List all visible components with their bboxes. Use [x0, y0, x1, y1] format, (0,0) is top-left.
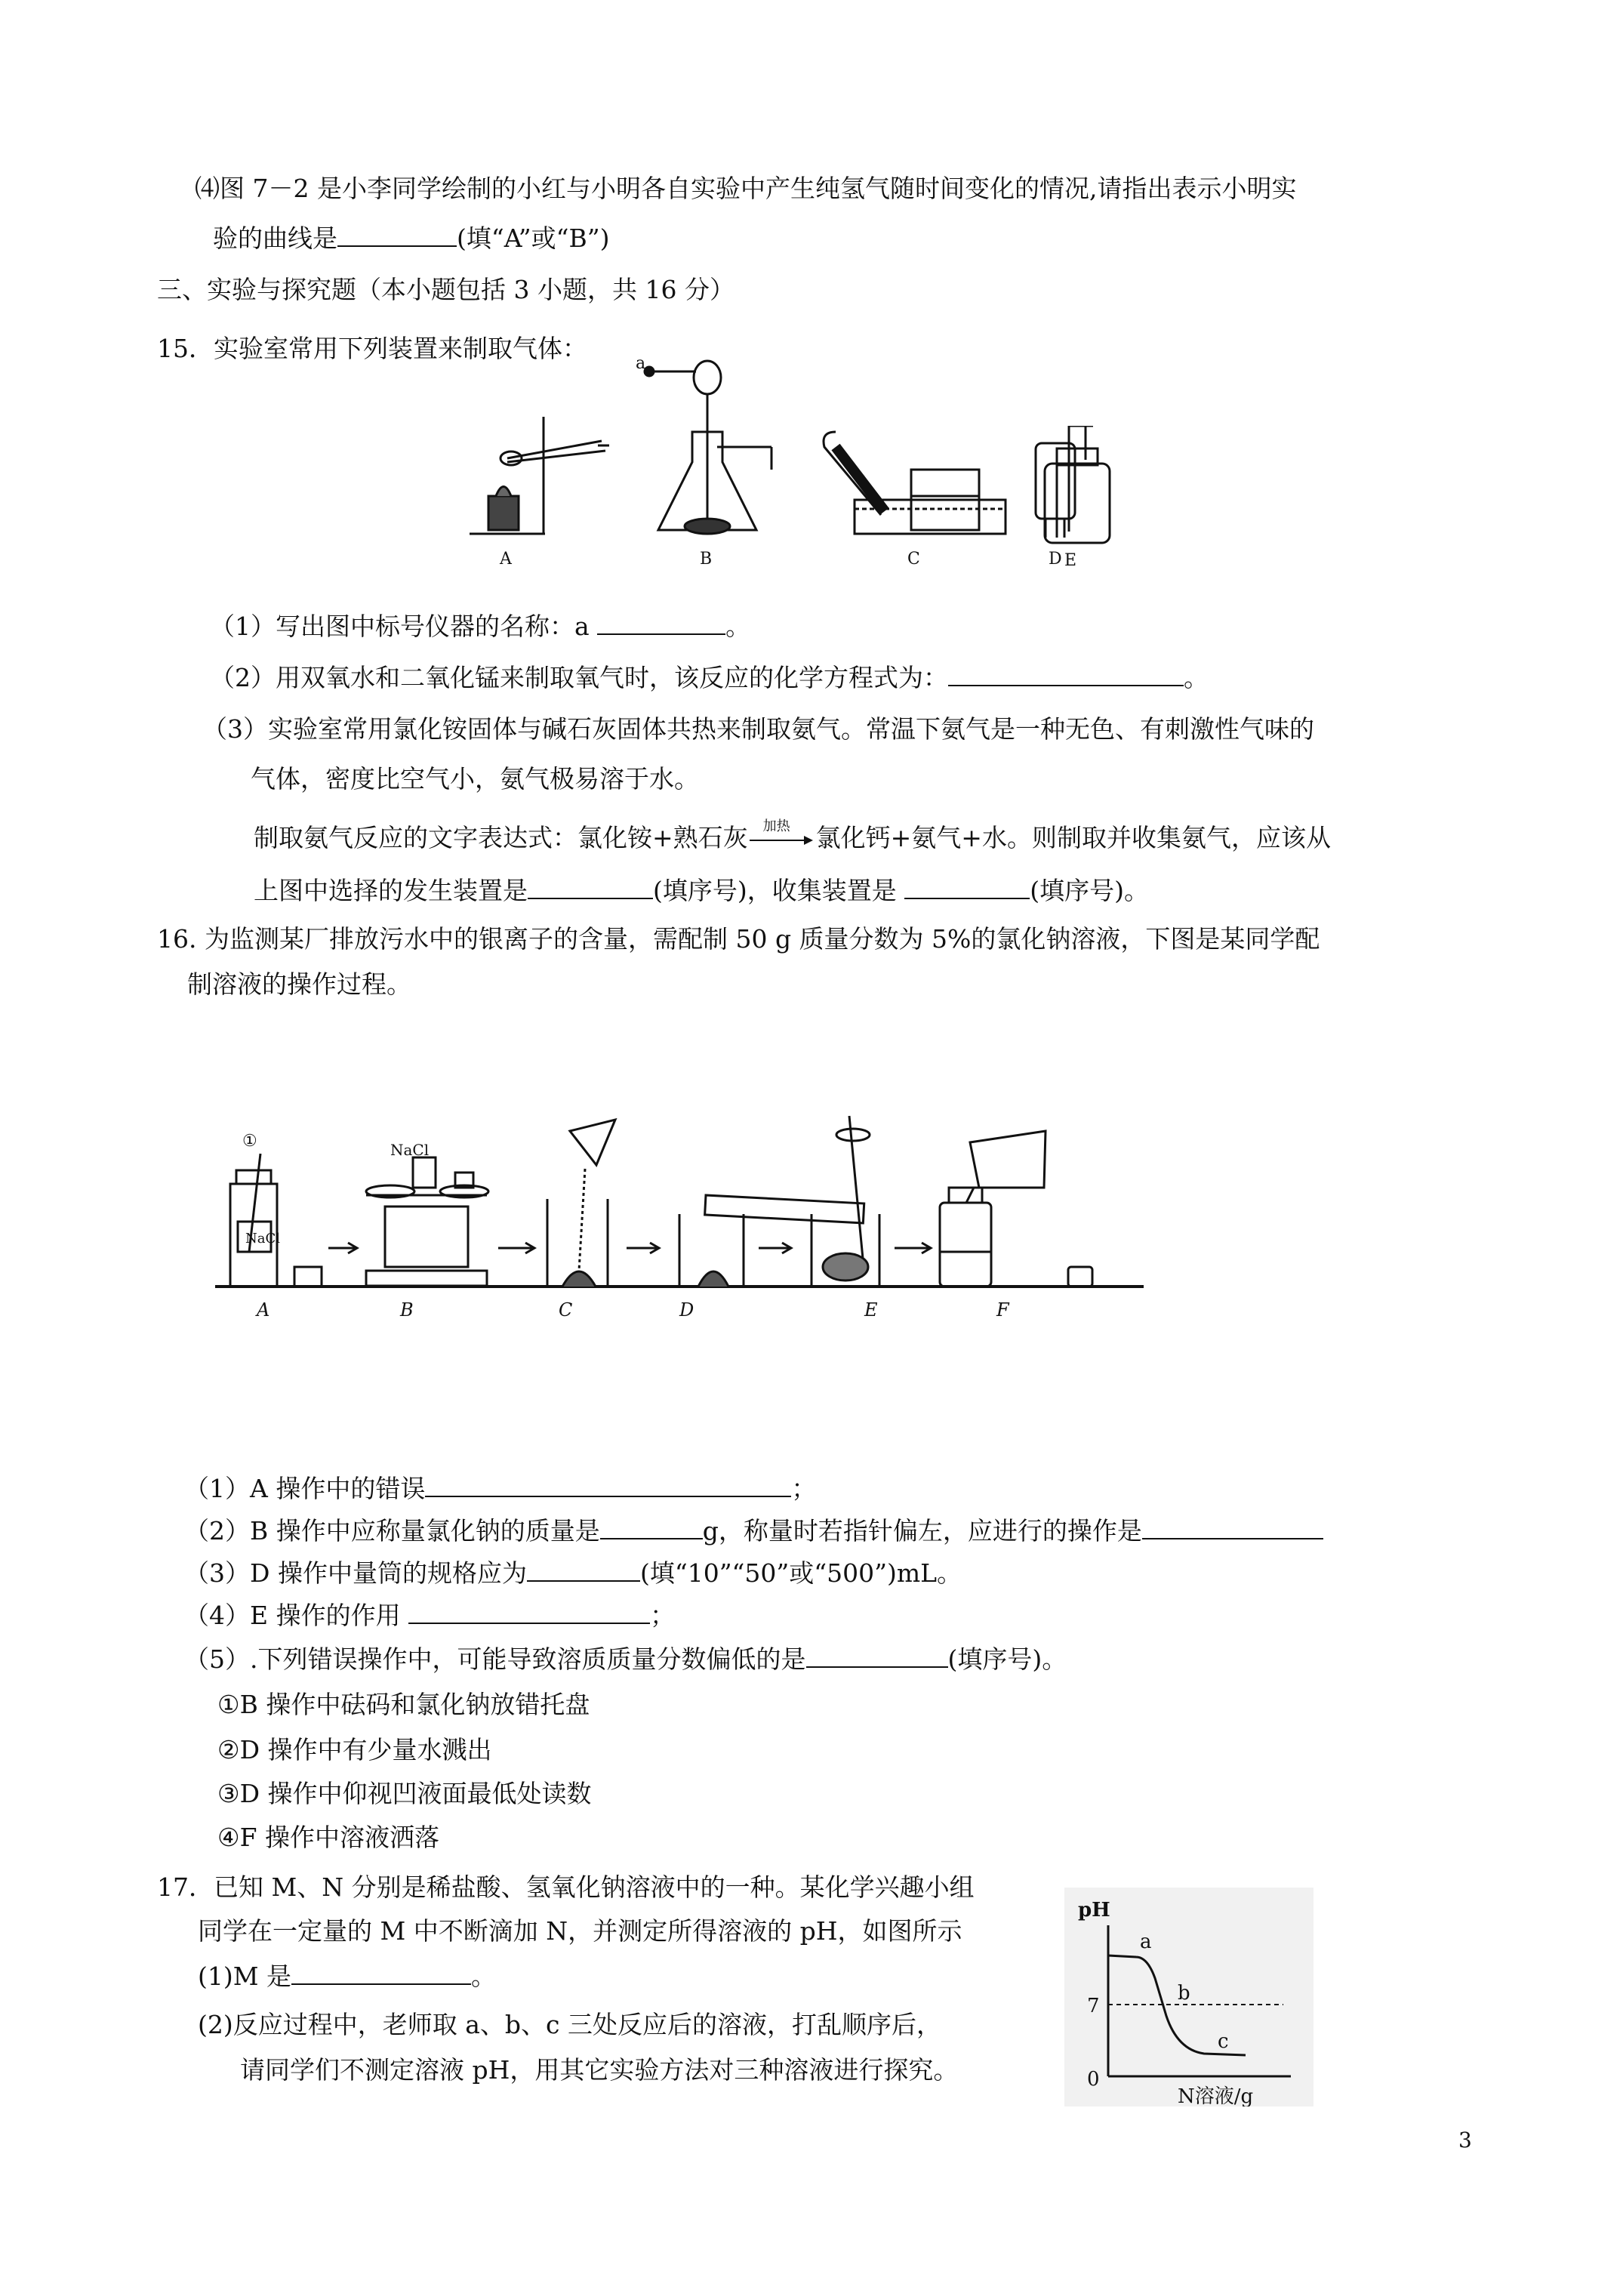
q15-p3-line1: （3）实验室常用氯化铵固体与碱石灰固体共热来制取氨气。常温下氨气是一种无色、有刺激性气味的 — [202, 714, 1314, 744]
q14-4-text: 验的曲线是 — [213, 223, 337, 253]
heat-arrow — [748, 818, 816, 846]
q17-line1: 17．已知 M、N 分别是稀盐酸、氢氧化钠溶液中的一种。某化学兴趣小组 — [157, 1872, 975, 1902]
label-C: C — [559, 1299, 573, 1321]
q16-s1-text: （1）A 操作中的错误 — [184, 1474, 426, 1503]
answer-blank-cylinder[interactable] — [527, 1558, 640, 1582]
page-number: 3 — [1458, 2128, 1472, 2153]
option-3: ③D 操作中仰视凹液面最低处读数 — [217, 1779, 592, 1808]
q15-p3-text: 制取氨气反应的文字表达式：氯化铵+熟石灰 — [254, 823, 748, 852]
tick-seven: 7 — [1087, 1995, 1100, 2017]
q16-s2-text2: g，称量时若指针偏左，应进行的操作是 — [702, 1516, 1142, 1546]
ph-curve-chart — [1064, 1888, 1313, 2106]
q16-s4 — [184, 1599, 675, 1632]
q16-s1 — [184, 1472, 816, 1505]
label-C: C — [907, 550, 920, 568]
gas-apparatus-svg — [454, 349, 1113, 568]
q15-p3-text4: (填序号)，收集装置是 — [653, 876, 905, 905]
answer-blank-choice[interactable] — [806, 1644, 948, 1668]
heat-label: 加热 — [762, 818, 790, 834]
label-circle-1: ① — [242, 1132, 257, 1151]
label-D: D — [1049, 550, 1062, 568]
q15-p3-text2: 氯化钙+氨气+水。则制取并收集氨气，应该从 — [815, 823, 1331, 852]
label-nacl-balance: NaCl — [390, 1141, 430, 1159]
q14-4-line2 — [213, 222, 609, 255]
q15-bottle-E — [1040, 426, 1116, 569]
y-axis-label: pH — [1078, 1899, 1110, 1922]
label-A: A — [500, 550, 512, 568]
q15-p1 — [210, 610, 750, 643]
answer-blank-a[interactable] — [597, 611, 725, 635]
q17-line4: (2)反应过程中，老师取 a、b、c 三处反应后的溶液，打乱顺序后， — [198, 2010, 942, 2039]
answer-blank-m[interactable] — [291, 1961, 471, 1985]
solution-procedure-svg — [215, 1101, 1144, 1327]
q17-line3-end: 。 — [471, 1962, 497, 1991]
q16-s3-text2: (填“10”“50”或“500”)mL。 — [639, 1558, 962, 1588]
label-E: E — [864, 1299, 878, 1321]
q15-p2-end: 。 — [1184, 663, 1209, 692]
q15-p2-text: （2）用双氧水和二氧化锰来制取氧气时，该反应的化学方程式为： — [210, 663, 948, 692]
q16-s3-text: （3）D 操作中量筒的规格应为 — [184, 1558, 527, 1588]
q17-line3-text: (1)M 是 — [198, 1962, 292, 1991]
option-2: ②D 操作中有少量水溅出 — [217, 1735, 492, 1764]
q17-line3 — [198, 1960, 496, 1993]
answer-blank-collector[interactable] — [904, 875, 1030, 899]
q15-p3-text3: 上图中选择的发生装置是 — [254, 876, 528, 905]
label-A: A — [257, 1299, 270, 1321]
tick-zero: 0 — [1087, 2068, 1100, 2091]
answer-blank-mass[interactable] — [600, 1515, 703, 1539]
x-axis-label: N溶液/g — [1178, 2085, 1254, 2106]
answer-blank-e-role[interactable] — [408, 1600, 650, 1624]
q16-s5 — [184, 1643, 1067, 1676]
answer-blank-equation[interactable] — [948, 662, 1184, 686]
section-heading: 三、实验与探究题（本小题包括 3 小题，共 16 分） — [157, 275, 735, 304]
answer-blank-a-error[interactable] — [425, 1473, 791, 1497]
q15-p2 — [210, 661, 1209, 695]
q17-line2: 同学在一定量的 M 中不断滴加 N，并测定所得溶液的 pH，如图所示 — [198, 1916, 962, 1946]
label-F: F — [996, 1299, 1009, 1321]
q14-4-hint: (填“A”或“B”) — [457, 223, 610, 253]
q16-s3 — [184, 1557, 962, 1590]
q15-p3-line2: 气体，密度比空气小，氨气极易溶于水。 — [251, 764, 699, 794]
label-B: B — [700, 550, 713, 568]
q15-p3-line4 — [254, 874, 1149, 908]
point-c: c — [1218, 2030, 1229, 2053]
q15-p3-line3 — [254, 818, 1331, 855]
q16-s1-end: ； — [791, 1474, 817, 1503]
q16-s5-text: （5）.下列错误操作中，可能导致溶质质量分数偏低的是 — [184, 1644, 806, 1674]
q15-p1-end: 。 — [725, 612, 751, 641]
q16-stem2: 制溶液的操作过程。 — [187, 969, 411, 999]
q15-p1-text: （1）写出图中标号仪器的名称：a — [210, 612, 598, 641]
q16-s4-text: （4）E 操作的作用 — [184, 1601, 409, 1630]
label-B: B — [400, 1299, 414, 1321]
label-nacl-bottle: NaCl — [245, 1231, 281, 1247]
answer-blank[interactable] — [337, 223, 457, 247]
q15-apparatus-figure — [454, 349, 1113, 568]
label-a: a — [636, 354, 646, 373]
label-D: D — [679, 1299, 694, 1321]
q14-4-line1: ⑷图 7－2 是小李同学绘制的小红与小明各自实验中产生纯氢气随时间变化的情况,请指出表示小明实 — [195, 174, 1297, 203]
answer-blank-operation[interactable] — [1142, 1515, 1323, 1539]
q16-procedure-figure — [215, 1101, 1144, 1327]
q16-stem1: 16. 为监测某厂排放污水中的银离子的含量，需配制 50 g 质量分数为 5%的氯化钠溶液，下图是某同学配 — [157, 924, 1320, 954]
q15-stem: 15．实验室常用下列装置来制取气体： — [157, 334, 587, 363]
option-4: ④F 操作中溶液洒落 — [217, 1823, 439, 1852]
answer-blank-generator[interactable] — [528, 875, 653, 899]
q16-s2-text: （2）B 操作中应称量氯化钠的质量是 — [184, 1516, 600, 1546]
q16-s2 — [184, 1515, 1323, 1548]
option-1: ①B 操作中砝码和氯化钠放错托盘 — [217, 1690, 590, 1719]
q17-line5: 请同学们不测定溶液 pH，用其它实验方法对三种溶液进行探究。 — [240, 2055, 959, 2085]
point-b: b — [1178, 1982, 1190, 2005]
q16-s5-text2: (填序号)。 — [947, 1644, 1067, 1674]
q16-s4-end: ； — [650, 1601, 676, 1630]
point-a: a — [1140, 1931, 1152, 1953]
q15-p3-text5: (填序号)。 — [1030, 876, 1149, 905]
label-E: E — [1064, 551, 1077, 569]
